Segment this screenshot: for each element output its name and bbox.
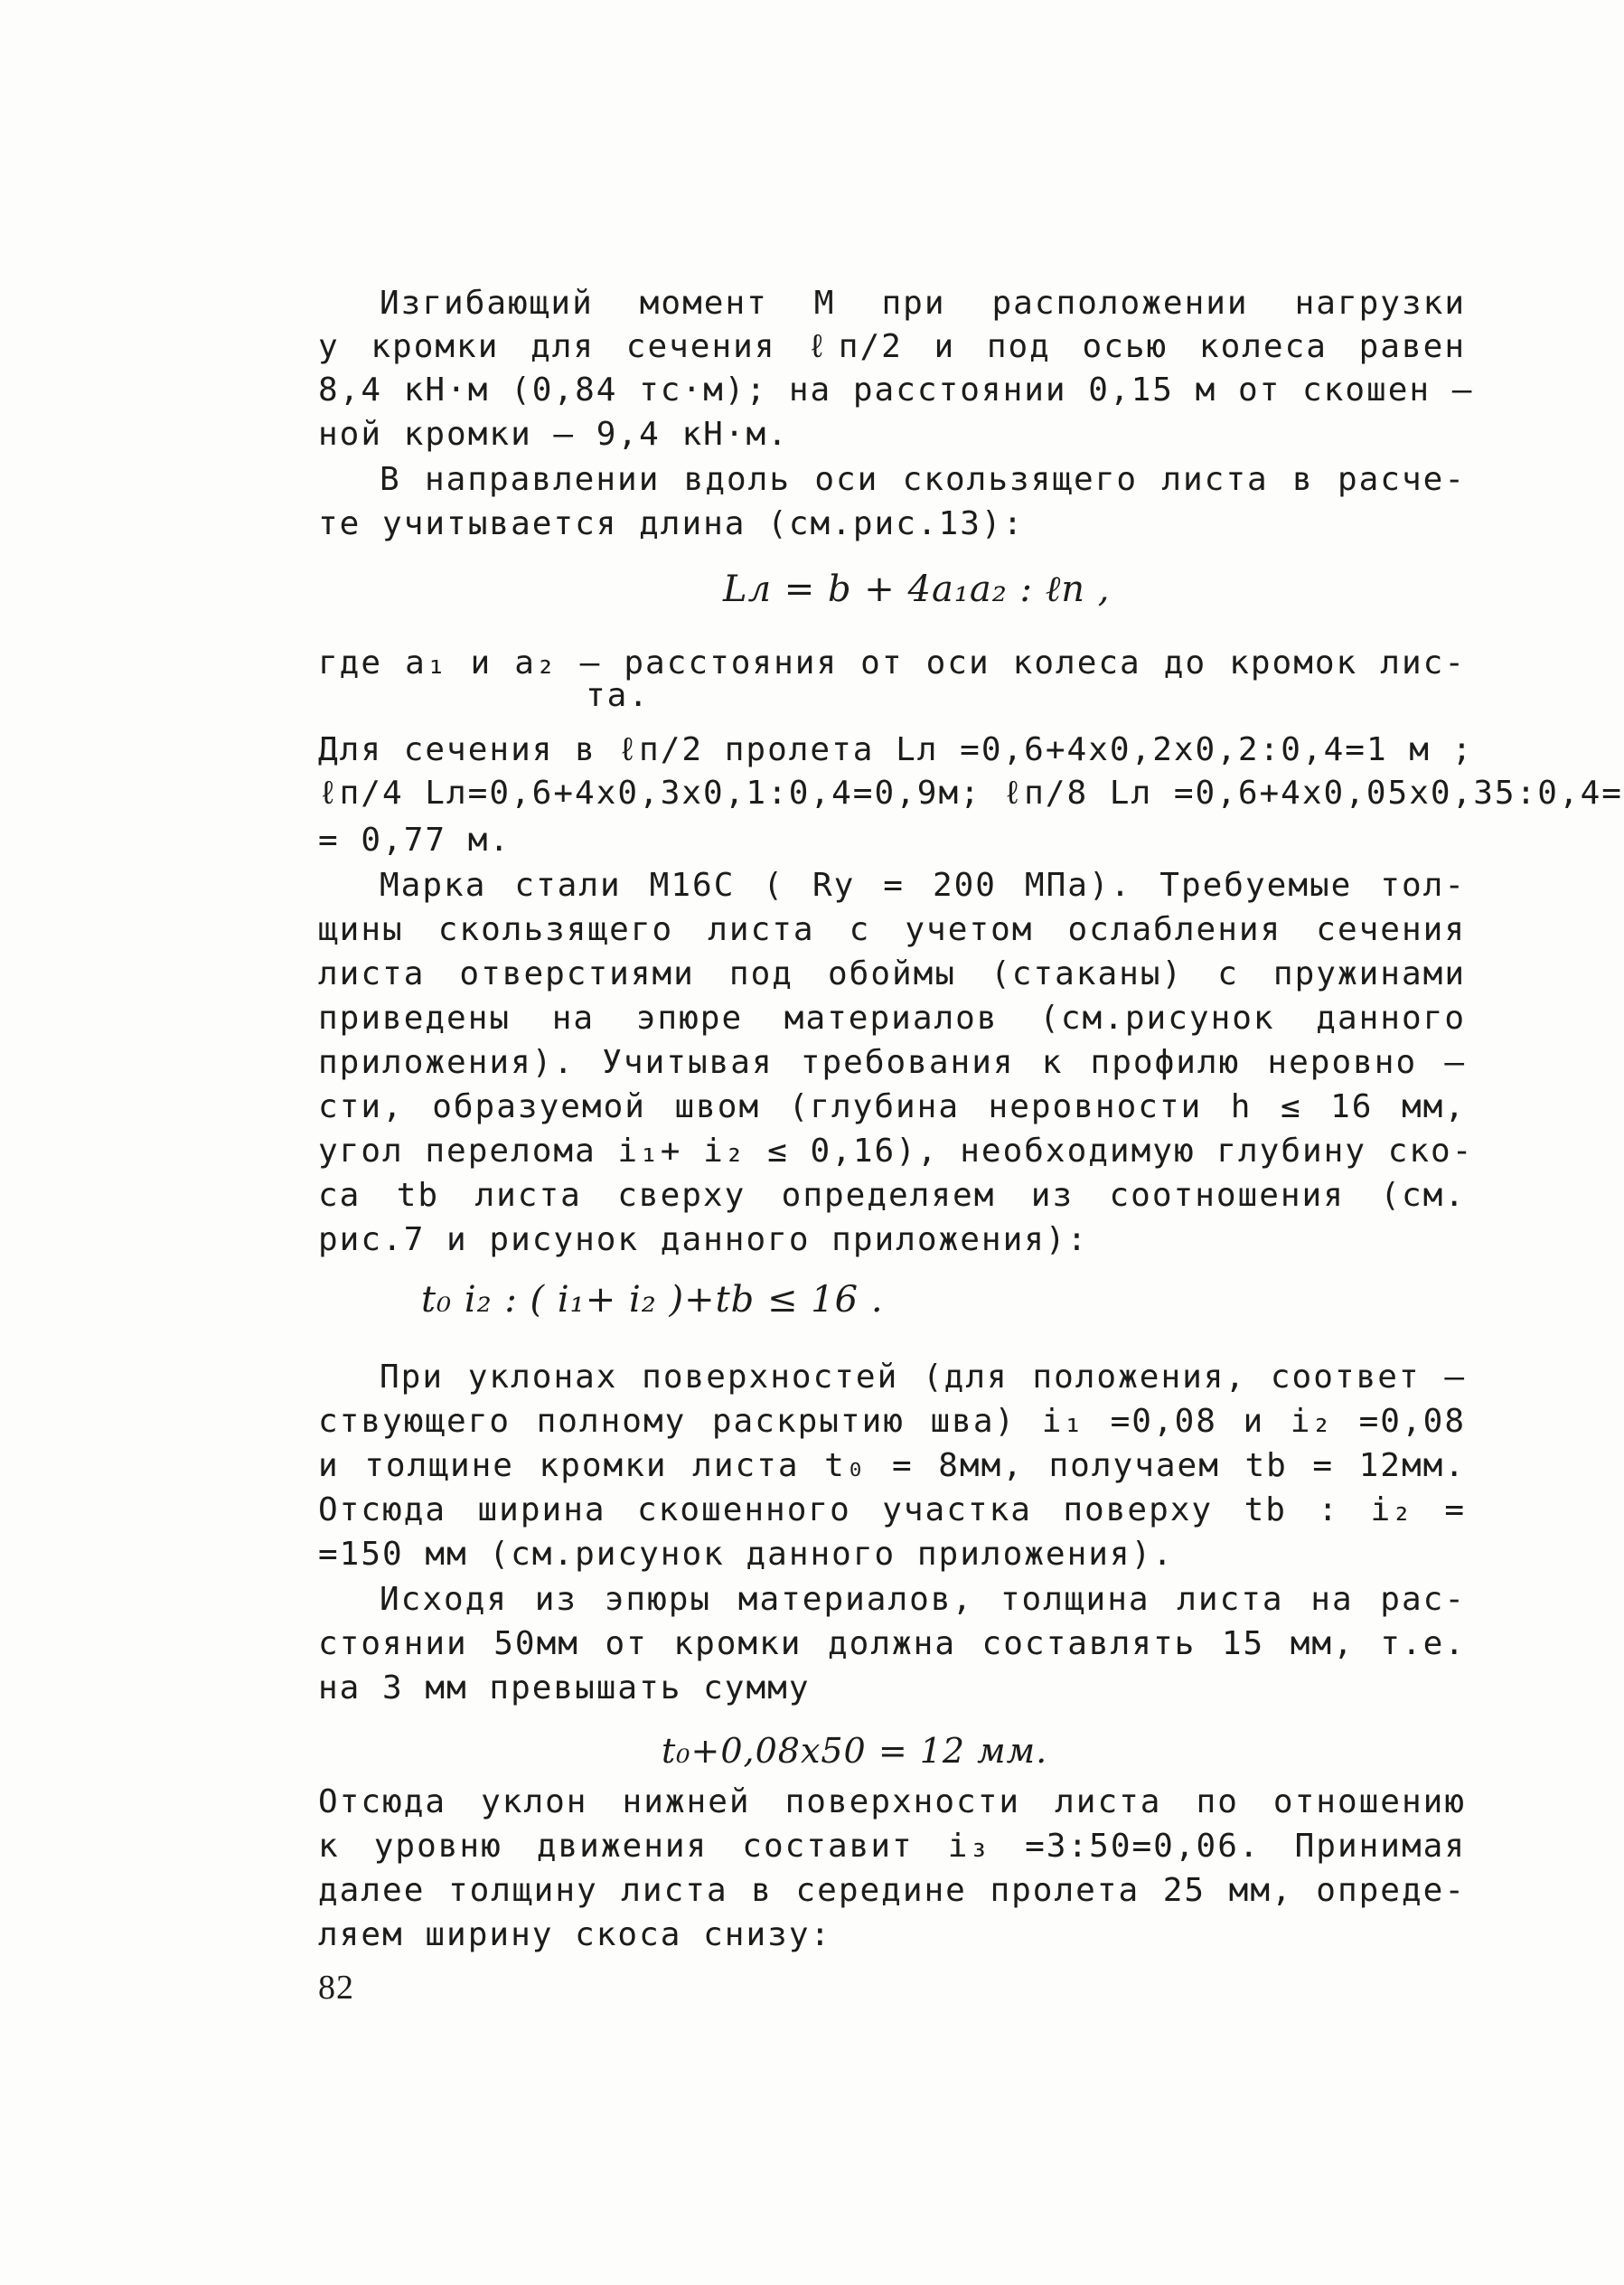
paragraph-6-line-4: ляем ширину скоса снизу:	[318, 1916, 832, 1953]
paragraph-6-line-3: далее толщину листа в середине пролета 25 мм, опреде-	[318, 1872, 1466, 1909]
paragraph-4-line-1: При уклонах поверхностей (для положения, соответ –	[380, 1359, 1466, 1396]
paragraph-3-line-5: приложения). Учитывая требования к профилю неровно –	[318, 1044, 1466, 1081]
paragraph-3-line-4: приведены на эпюре материалов (см.рисунок данного	[318, 1000, 1466, 1037]
paragraph-1-line-1: Изгибающий момент M при расположении нагрузки	[380, 285, 1466, 322]
section-length-line-2: ℓп/4 Lл=0,6+4х0,3х0,1:0,4=0,9м; ℓп/8 Lл =0,6+4х0,05х0,35:0,4=	[318, 775, 1623, 812]
paragraph-5-line-3: на 3 мм превышать сумму	[318, 1669, 811, 1707]
paragraph-3-line-7: угол перелома i₁+ i₂ ≤ 0,16), необходимую глубину ско-	[318, 1133, 1474, 1170]
section-length-line-1: Для сечения в ℓп/2 пролета Lл =0,6+4х0,2х0,2:0,4=1 м ;	[318, 731, 1474, 768]
paragraph-3-line-6: сти, образуемой швом (глубина неровности h ≤ 16 мм,	[318, 1088, 1466, 1125]
where-definition-continuation: та.	[586, 677, 651, 714]
paragraph-1-line-4: ной кромки – 9,4 кН·м.	[318, 416, 789, 453]
paragraph-4-line-4: Отсюда ширина скошенного участка поверху tb : i₂ =	[318, 1491, 1466, 1528]
paragraph-6-line-2: к уровню движения составит i₃ =3:50=0,06. Принимая	[318, 1828, 1466, 1865]
paragraph-1-line-2: у кромки для сечения ℓп/2 и под осью колеса равен	[318, 328, 1466, 365]
section-length-line-3: = 0,77 м.	[318, 822, 512, 859]
paragraph-4-line-2: ствующего полному раскрытию шва) i₁ =0,08 и i₂ =0,08	[318, 1403, 1466, 1440]
formula-plate-length: Lл = b + 4a₁a₂ : ℓп ,	[723, 569, 1111, 610]
formula-edge-thickness: t₀+0,08х50 = 12 мм.	[662, 1731, 1048, 1771]
paragraph-5-line-1: Исходя из эпюры материалов, толщина листа на рас-	[380, 1581, 1466, 1618]
where-definition-line: где a₁ и a₂ – расстояния от оси колеса до кромок лис-	[318, 644, 1466, 682]
paragraph-2-line-2: те учитывается длина (см.рис.13):	[318, 505, 1025, 542]
paragraph-3-line-3: листа отверстиями под обоймы (стаканы) с пружинами	[318, 955, 1466, 992]
formula-bevel-depth: t₀ i₂ : ( i₁+ i₂ )+tb ≤ 16 .	[421, 1279, 884, 1321]
paragraph-5-line-2: стоянии 50мм от кромки должна составлять 15 мм, т.е.	[318, 1625, 1466, 1662]
paragraph-3-line-2: щины скользящего листа с учетом ослабления сечения	[318, 911, 1466, 948]
paragraph-6-line-1: Отсюда уклон нижней поверхности листа по отношению	[318, 1783, 1466, 1820]
paragraph-3-line-1: Марка стали М16С ( Rу = 200 МПа). Требуемые тол-	[380, 867, 1466, 904]
paragraph-3-line-9: рис.7 и рисунок данного приложения):	[318, 1221, 1089, 1258]
page-number: 82	[318, 1969, 354, 2007]
paragraph-4-line-5: =150 мм (см.рисунок данного приложения).	[318, 1536, 1174, 1573]
paragraph-3-line-8: са tb листа сверху определяем из соотношения (см.	[318, 1177, 1466, 1214]
paragraph-1-line-3: 8,4 кН·м (0,84 тс·м); на расстоянии 0,15 м от скошен –	[318, 371, 1474, 409]
paragraph-4-line-3: и толщине кромки листа t₀ = 8мм, получаем tb = 12мм.	[318, 1447, 1466, 1484]
paragraph-2-line-1: В направлении вдоль оси скользящего листа в расче-	[380, 461, 1466, 498]
